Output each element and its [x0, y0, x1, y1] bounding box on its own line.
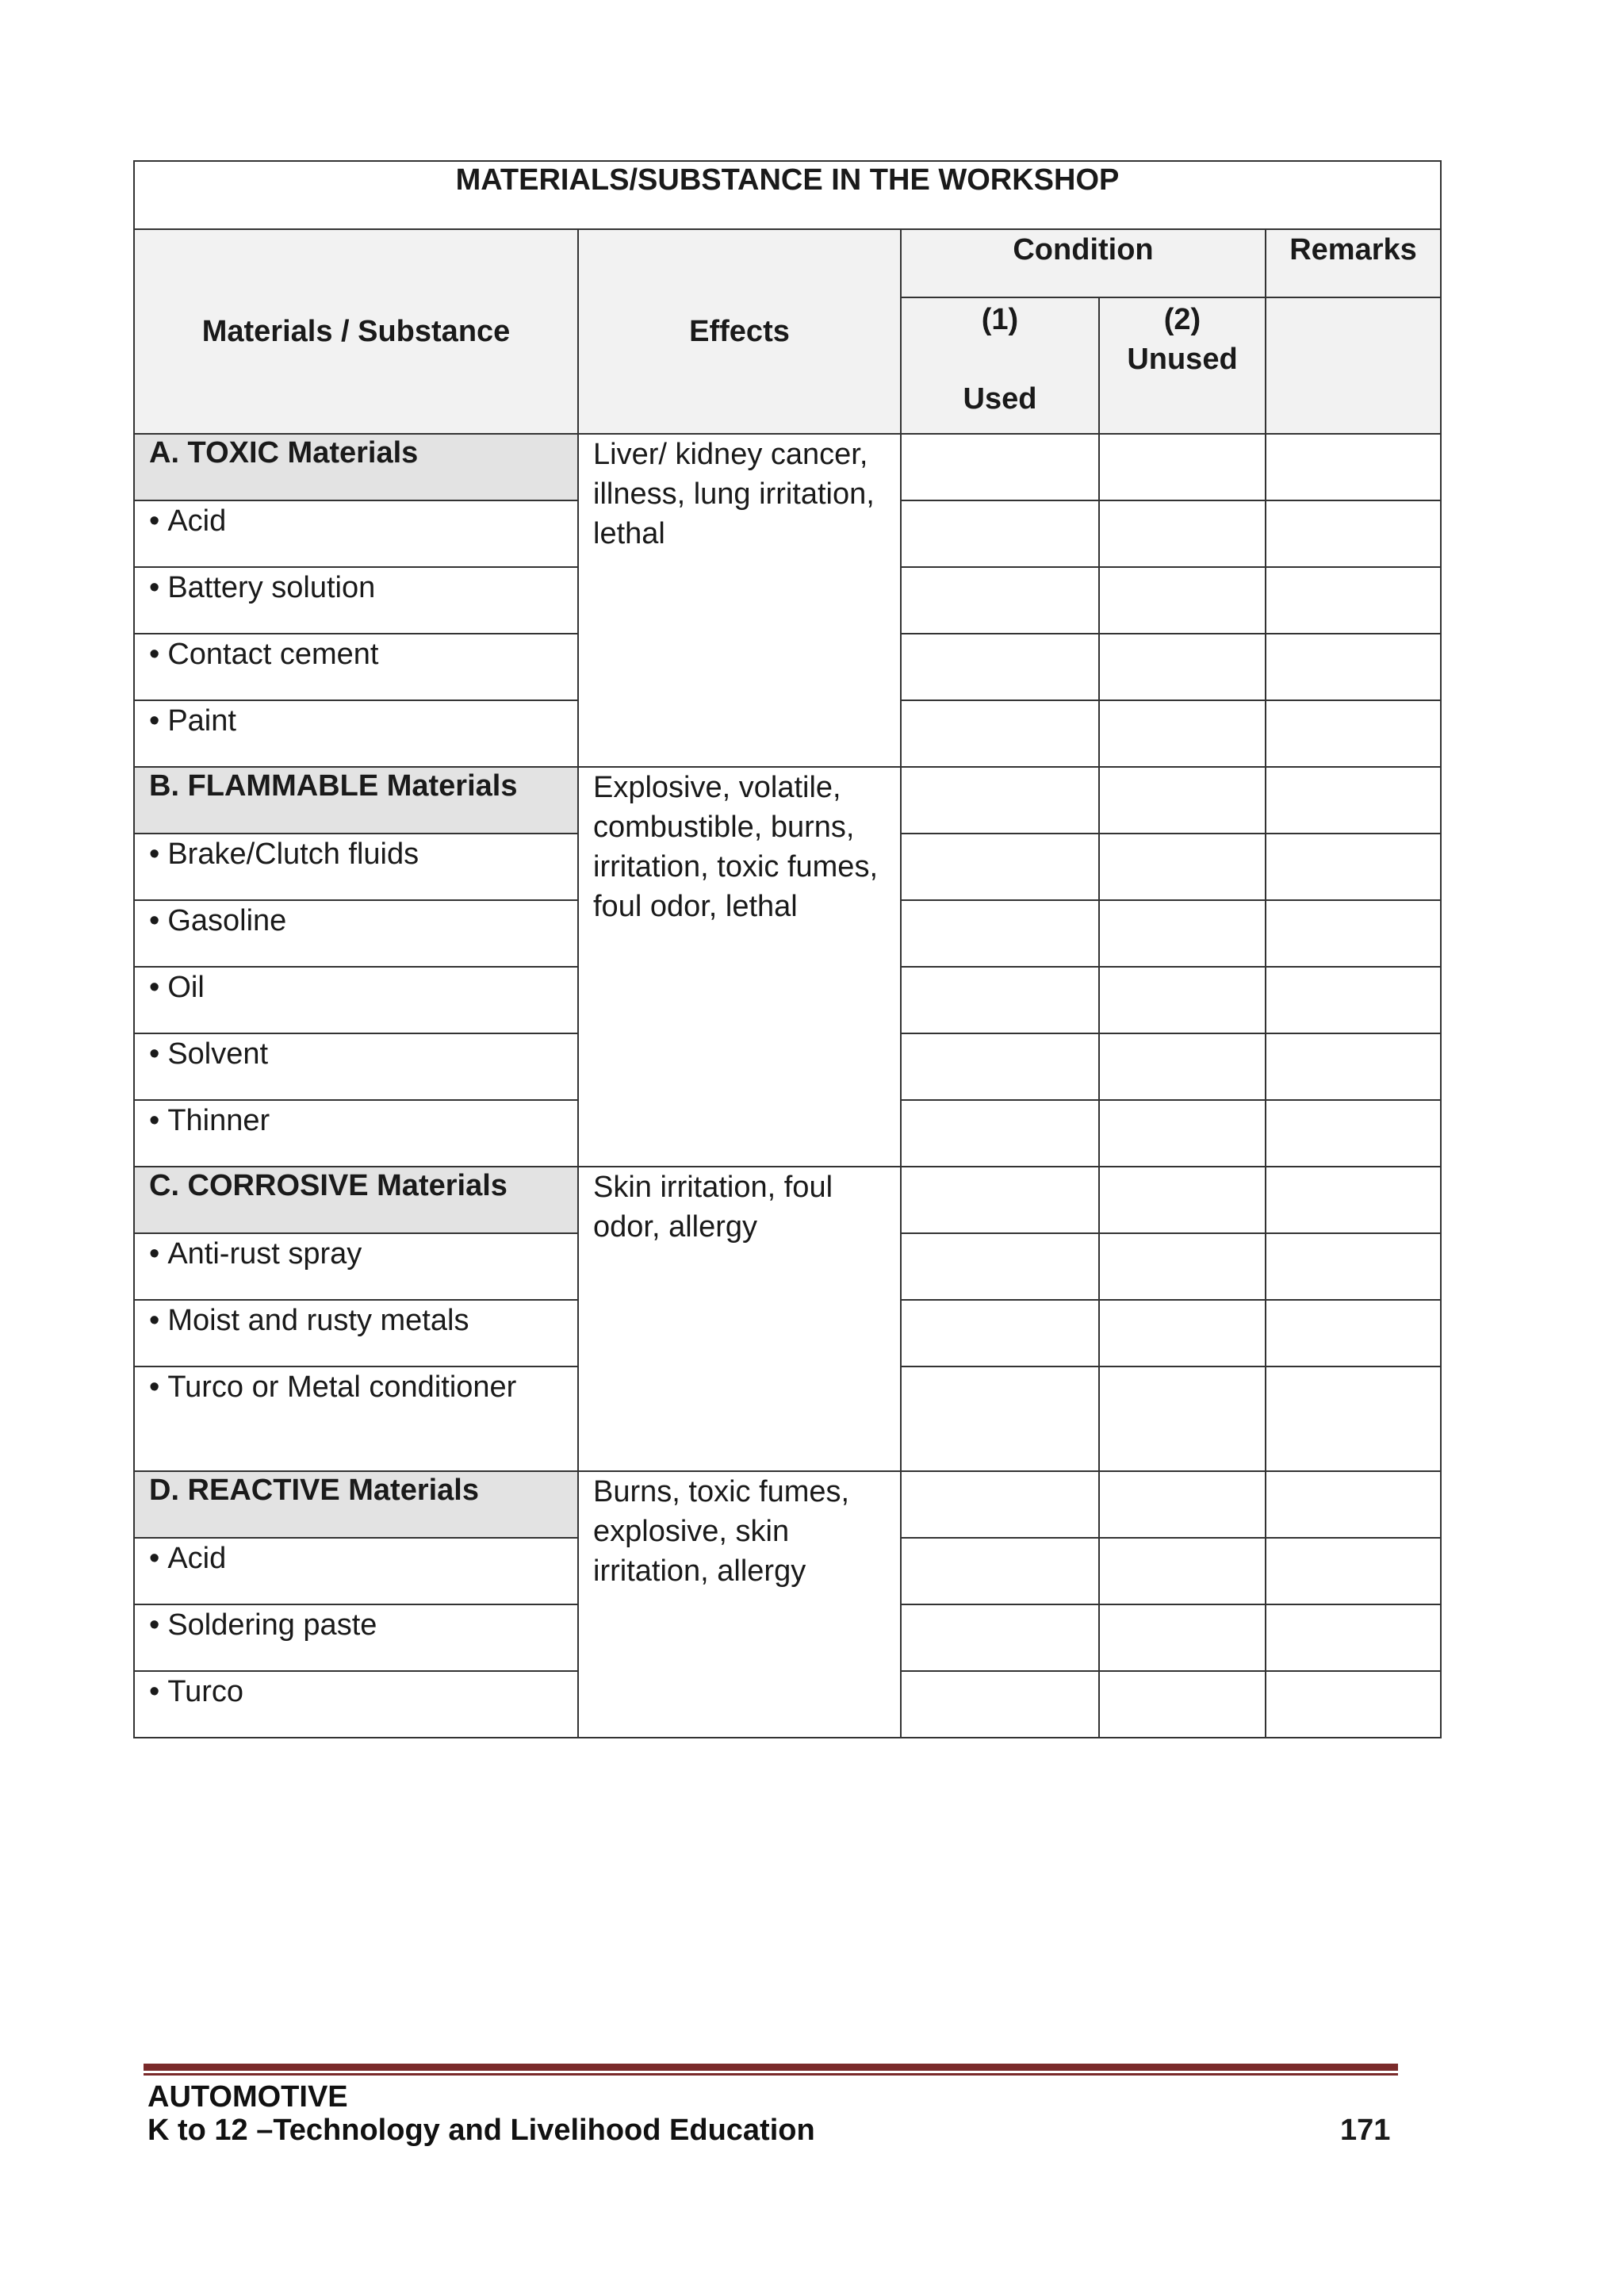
remarks-cell[interactable]	[1266, 500, 1441, 567]
used-cell[interactable]	[901, 967, 1099, 1033]
header-unused	[1099, 297, 1266, 434]
material-item	[134, 1538, 578, 1604]
bullet-icon: •	[149, 1542, 160, 1575]
remarks-cell[interactable]	[1266, 767, 1441, 834]
material-item	[134, 1100, 578, 1167]
material-item	[134, 967, 578, 1033]
bullet-icon: •	[149, 1370, 160, 1404]
header-effects: Effects	[578, 229, 901, 434]
material-item-label: Soldering paste	[167, 1608, 377, 1642]
effects-cell: Skin irritation, foul odor, allergy	[578, 1167, 901, 1471]
remarks-cell[interactable]	[1266, 1538, 1441, 1604]
used-cell[interactable]	[901, 767, 1099, 834]
unused-cell[interactable]	[1099, 434, 1266, 500]
material-item	[134, 500, 578, 567]
material-item-label: Solvent	[167, 1037, 269, 1071]
page-number: 171	[1340, 2114, 1391, 2147]
unused-cell[interactable]	[1099, 1100, 1266, 1167]
bullet-icon: •	[149, 571, 160, 604]
unused-cell[interactable]	[1099, 1033, 1266, 1100]
bullet-icon: •	[149, 838, 160, 871]
material-item-label: Battery solution	[167, 571, 376, 604]
unused-cell[interactable]	[1099, 700, 1266, 767]
material-item-label: Moist and rusty metals	[167, 1304, 469, 1337]
effects-cell: Explosive, volatile, combustible, burns, irritation, toxic fumes, foul odor, lethal	[578, 767, 901, 1167]
used-cell[interactable]	[901, 1471, 1099, 1538]
material-item-label: Gasoline	[167, 904, 287, 937]
category-label: C. CORROSIVE Materials	[134, 1167, 578, 1233]
material-item	[134, 834, 578, 900]
header-used-number: (1)	[981, 303, 1019, 336]
materials-table	[133, 160, 1442, 1738]
bullet-icon: •	[149, 504, 160, 538]
unused-cell[interactable]	[1099, 1471, 1266, 1538]
bullet-icon: •	[149, 1104, 160, 1137]
used-cell[interactable]	[901, 1233, 1099, 1300]
unused-cell[interactable]	[1099, 1366, 1266, 1471]
material-item	[134, 1233, 578, 1300]
used-cell[interactable]	[901, 1033, 1099, 1100]
used-cell[interactable]	[901, 1366, 1099, 1471]
header-remarks-blank	[1266, 297, 1441, 434]
used-cell[interactable]	[901, 1167, 1099, 1233]
footer-rule-thin	[144, 2073, 1398, 2076]
material-item-label: Acid	[167, 504, 227, 538]
category-row	[134, 1167, 1441, 1233]
material-item	[134, 1366, 578, 1471]
unused-cell[interactable]	[1099, 1167, 1266, 1233]
category-label: B. FLAMMABLE Materials	[134, 767, 578, 834]
material-item-label: Brake/Clutch fluids	[167, 838, 419, 871]
header-materials: Materials / Substance	[134, 229, 578, 434]
material-item-label: Thinner	[167, 1104, 270, 1137]
table-title: MATERIALS/SUBSTANCE IN THE WORKSHOP	[134, 161, 1441, 229]
remarks-cell[interactable]	[1266, 1604, 1441, 1671]
footer-subject: AUTOMOTIVE	[147, 2080, 348, 2114]
used-cell[interactable]	[901, 1300, 1099, 1366]
header-unused-label: Unused	[1127, 343, 1238, 376]
footer-rule-thick	[144, 2064, 1398, 2071]
category-row	[134, 767, 1441, 834]
footer-course: K to 12 –Technology and Livelihood Education	[147, 2114, 815, 2147]
unused-cell[interactable]	[1099, 967, 1266, 1033]
material-item-label: Oil	[167, 971, 205, 1004]
remarks-cell[interactable]	[1266, 434, 1441, 500]
remarks-cell[interactable]	[1266, 634, 1441, 700]
table-body	[134, 161, 1441, 1738]
used-cell[interactable]	[901, 1100, 1099, 1167]
bullet-icon: •	[149, 1675, 160, 1708]
unused-cell[interactable]	[1099, 1538, 1266, 1604]
category-label: A. TOXIC Materials	[134, 434, 578, 500]
used-cell[interactable]	[901, 1671, 1099, 1738]
material-item	[134, 1604, 578, 1671]
used-cell[interactable]	[901, 700, 1099, 767]
material-item	[134, 567, 578, 634]
bullet-icon: •	[149, 1608, 160, 1642]
bullet-icon: •	[149, 638, 160, 671]
unused-cell[interactable]	[1099, 1300, 1266, 1366]
header-used	[901, 297, 1099, 434]
unused-cell[interactable]	[1099, 834, 1266, 900]
material-item	[134, 1300, 578, 1366]
material-item-label: Anti-rust spray	[167, 1237, 362, 1271]
material-item-label: Turco or Metal conditioner	[167, 1370, 517, 1404]
material-item	[134, 1033, 578, 1100]
effects-cell: Liver/ kidney cancer, illness, lung irritation, lethal	[578, 434, 901, 767]
material-item-label: Acid	[167, 1542, 227, 1575]
used-cell[interactable]	[901, 834, 1099, 900]
remarks-cell[interactable]	[1266, 1671, 1441, 1738]
remarks-cell[interactable]	[1266, 1233, 1441, 1300]
material-item	[134, 634, 578, 700]
material-item	[134, 1671, 578, 1738]
bullet-icon: •	[149, 971, 160, 1004]
bullet-icon: •	[149, 1037, 160, 1071]
remarks-cell[interactable]	[1266, 1471, 1441, 1538]
unused-cell[interactable]	[1099, 1671, 1266, 1738]
bullet-icon: •	[149, 1237, 160, 1271]
header-unused-number: (2)	[1163, 303, 1201, 336]
used-cell[interactable]	[901, 1604, 1099, 1671]
used-cell[interactable]	[901, 634, 1099, 700]
used-cell[interactable]	[901, 567, 1099, 634]
bullet-icon: •	[149, 1304, 160, 1337]
category-row	[134, 1471, 1441, 1538]
remarks-cell[interactable]	[1266, 900, 1441, 967]
category-row	[134, 434, 1441, 500]
material-item	[134, 900, 578, 967]
remarks-cell[interactable]	[1266, 1300, 1441, 1366]
bullet-icon: •	[149, 904, 160, 937]
material-item-label: Turco	[167, 1675, 244, 1708]
bullet-icon: •	[149, 704, 160, 738]
header-remarks: Remarks	[1266, 229, 1441, 297]
unused-cell[interactable]	[1099, 1604, 1266, 1671]
remarks-cell[interactable]	[1266, 1100, 1441, 1167]
header-condition: Condition	[901, 229, 1266, 297]
category-label: D. REACTIVE Materials	[134, 1471, 578, 1538]
material-item-label: Contact cement	[167, 638, 379, 671]
header-used-label: Used	[963, 382, 1037, 416]
remarks-cell[interactable]	[1266, 700, 1441, 767]
used-cell[interactable]	[901, 434, 1099, 500]
remarks-cell[interactable]	[1266, 834, 1441, 900]
remarks-cell[interactable]	[1266, 1366, 1441, 1471]
unused-cell[interactable]	[1099, 567, 1266, 634]
unused-cell[interactable]	[1099, 767, 1266, 834]
material-item-label: Paint	[167, 704, 236, 738]
unused-cell[interactable]	[1099, 1233, 1266, 1300]
unused-cell[interactable]	[1099, 634, 1266, 700]
unused-cell[interactable]	[1099, 900, 1266, 967]
used-cell[interactable]	[901, 500, 1099, 567]
material-item	[134, 700, 578, 767]
used-cell[interactable]	[901, 900, 1099, 967]
remarks-cell[interactable]	[1266, 1033, 1441, 1100]
remarks-cell[interactable]	[1266, 567, 1441, 634]
remarks-cell[interactable]	[1266, 1167, 1441, 1233]
effects-cell: Burns, toxic fumes, explosive, skin irritation, allergy	[578, 1471, 901, 1738]
unused-cell[interactable]	[1099, 500, 1266, 567]
used-cell[interactable]	[901, 1538, 1099, 1604]
remarks-cell[interactable]	[1266, 967, 1441, 1033]
